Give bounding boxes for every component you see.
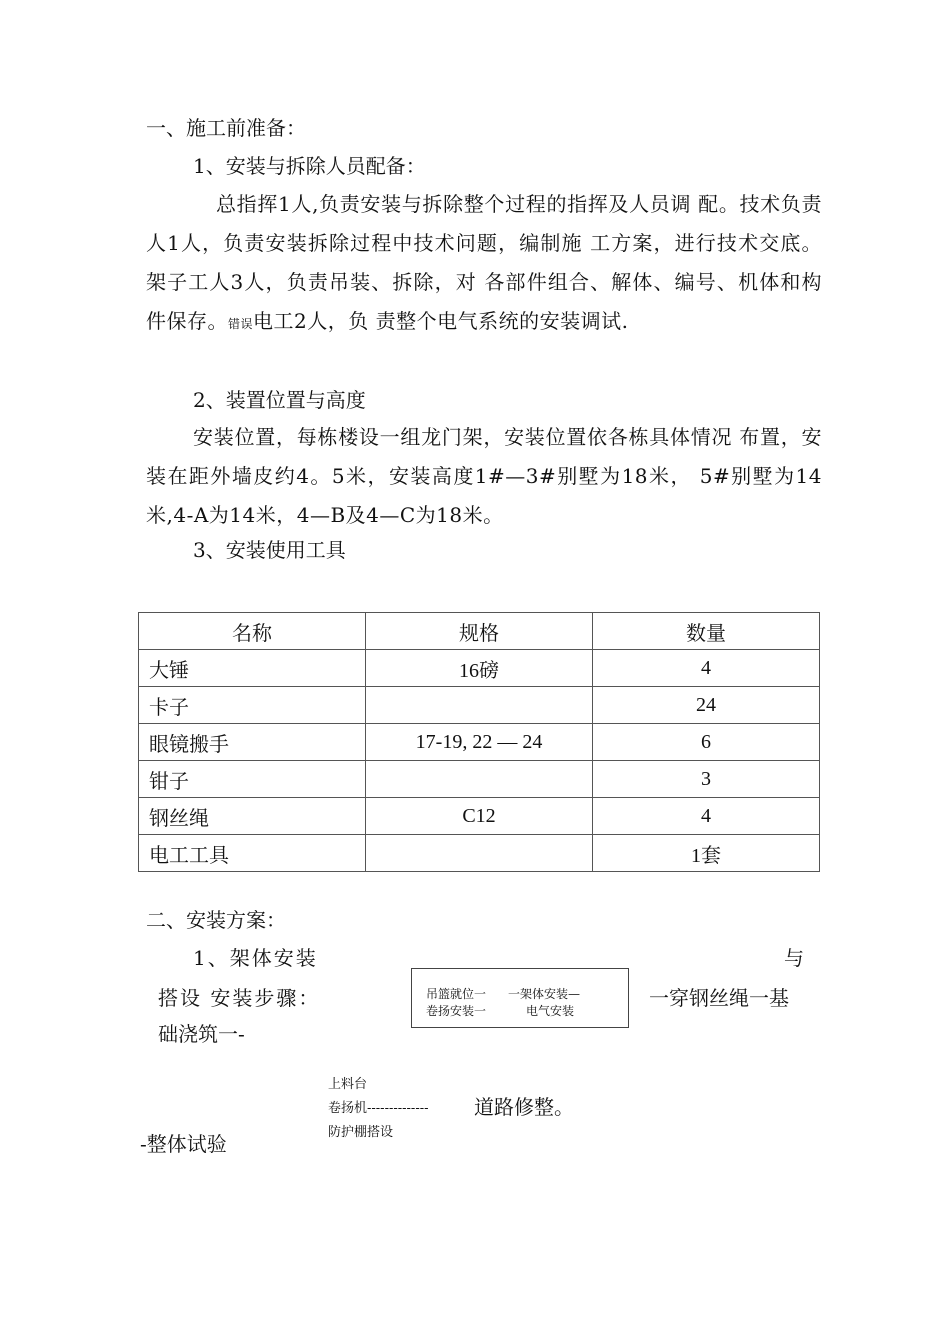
cell-spec: 16磅 <box>366 650 593 687</box>
header-spec: 规格 <box>366 613 593 650</box>
personnel-paragraph <box>146 185 822 344</box>
cell-qty: 3 <box>593 761 820 798</box>
section-2-heading: 二、安装方案： <box>146 908 286 932</box>
cell-qty: 4 <box>593 798 820 835</box>
road-repair-text: 道路修整。 <box>474 1095 574 1119</box>
sub-flow-shed: 防护棚搭设 <box>328 1125 394 1140</box>
cell-qty: 4 <box>593 650 820 687</box>
flow-step-frame: 一架体安装— <box>508 987 581 1001</box>
cell-name: 钳子 <box>139 761 366 798</box>
header-qty: 数量 <box>593 613 820 650</box>
header-name: 名称 <box>139 613 366 650</box>
flow-step-basket: 吊篮就位一 <box>426 987 487 1001</box>
subsection-3-title: 3、安装使用工具 <box>193 538 346 562</box>
flow-step-winch: 卷扬安装一 <box>426 1004 487 1018</box>
section-1-heading: 一、施工前准备： <box>146 116 306 140</box>
cell-name: 眼镜搬手 <box>139 724 366 761</box>
table-row <box>139 798 820 835</box>
table-row <box>139 761 820 798</box>
table-row <box>139 687 820 724</box>
cell-spec: 17-19, 22 — 24 <box>366 724 593 761</box>
flow-box <box>411 968 629 1028</box>
cell-qty: 24 <box>593 687 820 724</box>
yu-text: 与 <box>784 946 804 970</box>
position-paragraph: 安装位置，每栋楼设一组龙门架，安装位置依各栋具体情况 布置，安装在距外墙皮约4。5米，安装高度1#—3#别墅为18米， 5#别墅为14米,4-A为14米，4—B及4—C为18米。 <box>146 425 822 527</box>
table-header-row <box>139 613 820 650</box>
cell-spec <box>366 761 593 798</box>
frame-install-title: 1、架体安装 <box>193 946 318 970</box>
table-row <box>139 724 820 761</box>
cell-spec <box>366 835 593 872</box>
table-row <box>139 835 820 872</box>
foundation-text: 础浇筑一- <box>158 1022 245 1046</box>
install-steps-label: 搭设 安装步骤： <box>158 986 321 1010</box>
after-box-text: 一穿钢丝绳一基 <box>649 986 789 1010</box>
personnel-text-a: 总指挥1人,负责安装与拆除整个过程的指挥及人员调 配。技术负责人1人，负责安装拆除过程中技术问题，编制施 工方案，进行技术交底。 架子工人3人，负责吊装、拆除，对 各部件组合、解体、编号、机体和构件保存。 <box>146 192 822 333</box>
subsection-1-title: 1、安装与拆除人员配备： <box>193 154 426 178</box>
personnel-text-b: 电工2人，负 责整个电气系统的安装调试. <box>253 309 629 333</box>
tools-table <box>138 612 820 872</box>
cell-name: 大锤 <box>139 650 366 687</box>
table-row <box>139 650 820 687</box>
cell-name: 电工工具 <box>139 835 366 872</box>
final-test-text: -整体试验 <box>140 1132 227 1156</box>
cell-name: 钢丝绳 <box>139 798 366 835</box>
flow-step-electric: 电气安装 <box>526 1004 575 1018</box>
sub-flow-platform: 上料台 <box>328 1077 368 1092</box>
cell-spec <box>366 687 593 724</box>
cell-qty: 1套 <box>593 835 820 872</box>
sub-flow-winch: 卷扬机-------------- <box>328 1101 429 1116</box>
cell-qty: 6 <box>593 724 820 761</box>
subsection-2-title: 2、装置位置与高度 <box>193 388 366 412</box>
error-mark: 错误 <box>228 317 254 331</box>
cell-spec: C12 <box>366 798 593 835</box>
cell-name: 卡子 <box>139 687 366 724</box>
